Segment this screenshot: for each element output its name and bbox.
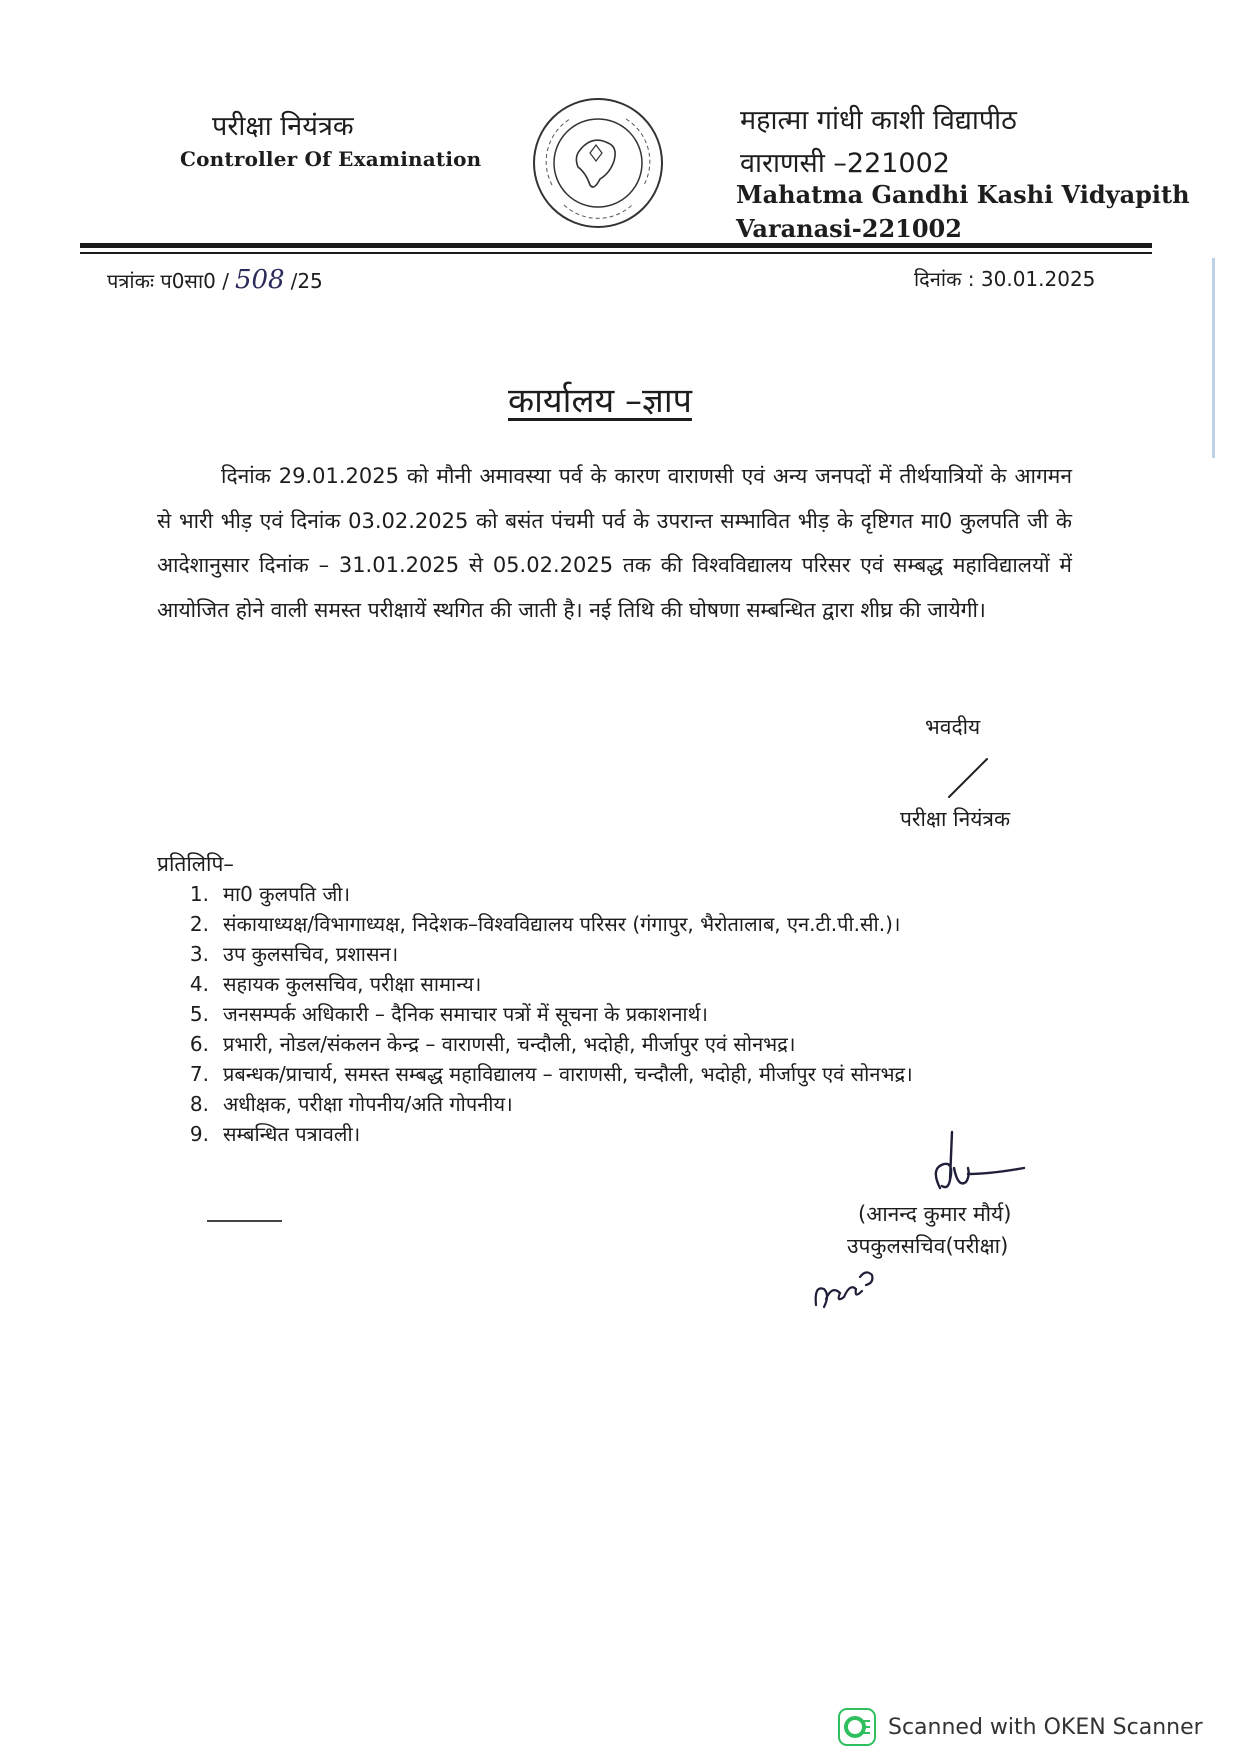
list-item: 5. जनसम्पर्क अधिकारी – दैनिक समाचार पत्रों में सूचना के प्रकाशनार्थ।	[189, 1002, 708, 1026]
memo-body: दिनांक 29.01.2025 को मौनी अमावस्या पर्व के कारण वाराणसी एवं अन्य जनपदों में तीर्थयात्रियों के आगमन से भारी भीड़ एवं दिनांक 03.02.2025 को बसंत पंचमी पर्व के उपरान्त सम्भावित भीड़ के दृष्टिगत मा0 कुलपति जी के आदेशानुसार दिनांक – 31.01.2025 से 05.02.2025 तक की विश्वविद्यालय परिसर एवं सम्बद्ध महाविद्यालयों में आयोजित होने वाली समस्त परीक्षायें स्थगित की जाती है। नई तिथि की घोषणा सम्बन्धित द्वारा शीघ्र की जायेगी।	[157, 464, 1072, 622]
university-name-hindi: महात्मा गांधी काशी विद्यापीठ	[740, 105, 1017, 136]
divider	[207, 1220, 282, 1222]
scanner-label: Scanned with OKEN Scanner	[888, 1714, 1203, 1740]
signature-mark-icon	[945, 755, 991, 801]
scanner-watermark	[838, 1707, 1203, 1747]
list-item: 9. सम्बन्धित पत्रावली।	[189, 1122, 361, 1146]
university-city-hindi: वाराणसी –221002	[740, 148, 950, 179]
university-city-english: Varanasi-221002	[736, 214, 962, 243]
list-item: 6. प्रभारी, नोडल/संकलन केन्द्र – वाराणसी, चन्दौली, भदोही, मीर्जापुर एवं सोनभद्र।	[189, 1032, 796, 1056]
scan-edge-artifact	[1212, 258, 1215, 458]
signer-name: (आनन्द कुमार मौर्य)	[858, 1202, 1012, 1226]
letter-date: दिनांक : 30.01.2025	[914, 267, 1096, 291]
university-seal-icon	[530, 95, 666, 231]
list-item: 2. संकायाध्यक्ष/विभागाध्यक्ष, निदेशक–विश्वविद्यालय परिसर (गंगापुर, भैरोतालाब, एन.टी.पी.सी.)।	[189, 912, 901, 936]
copy-to-label: प्रतिलिपि–	[157, 852, 234, 876]
list-item: 3. उप कुलसचिव, प्रशासन।	[189, 942, 399, 966]
sender-designation: परीक्षा नियंत्रक	[900, 807, 1011, 831]
memo-title: कार्यालय –ज्ञाप	[508, 381, 692, 421]
closing-salutation: भवदीय	[925, 715, 981, 739]
initials-mark-icon	[810, 1255, 890, 1315]
controller-title-hindi: परीक्षा नियंत्रक	[212, 111, 354, 142]
header-divider-thin	[80, 252, 1152, 254]
reference-suffix: /25	[290, 269, 323, 293]
header-divider-thick	[80, 243, 1152, 248]
university-name-english: Mahatma Gandhi Kashi Vidyapith	[736, 180, 1190, 209]
reference-number	[107, 265, 323, 295]
reference-label: पत्रांकः प0सा0 /	[107, 269, 229, 293]
list-item: 1. मा0 कुलपति जी।	[189, 882, 351, 906]
controller-title-english: Controller Of Examination	[180, 147, 482, 171]
list-item: 8. अधीक्षक, परीक्षा गोपनीय/अति गोपनीय।	[189, 1092, 513, 1116]
list-item: 4. सहायक कुलसचिव, परीक्षा सामान्य।	[189, 972, 482, 996]
signer-title: उपकुलसचिव(परीक्षा)	[847, 1234, 1009, 1258]
scanner-logo-icon	[838, 1708, 876, 1746]
reference-handwritten-number: 508	[234, 265, 285, 295]
list-item: 7. प्रबन्धक/प्राचार्य, समस्त सम्बद्ध महाविद्यालय – वाराणसी, चन्दौली, भदोही, मीर्जापुर एवं सोनभद्र।	[189, 1062, 913, 1086]
copy-to-list	[157, 879, 913, 1149]
